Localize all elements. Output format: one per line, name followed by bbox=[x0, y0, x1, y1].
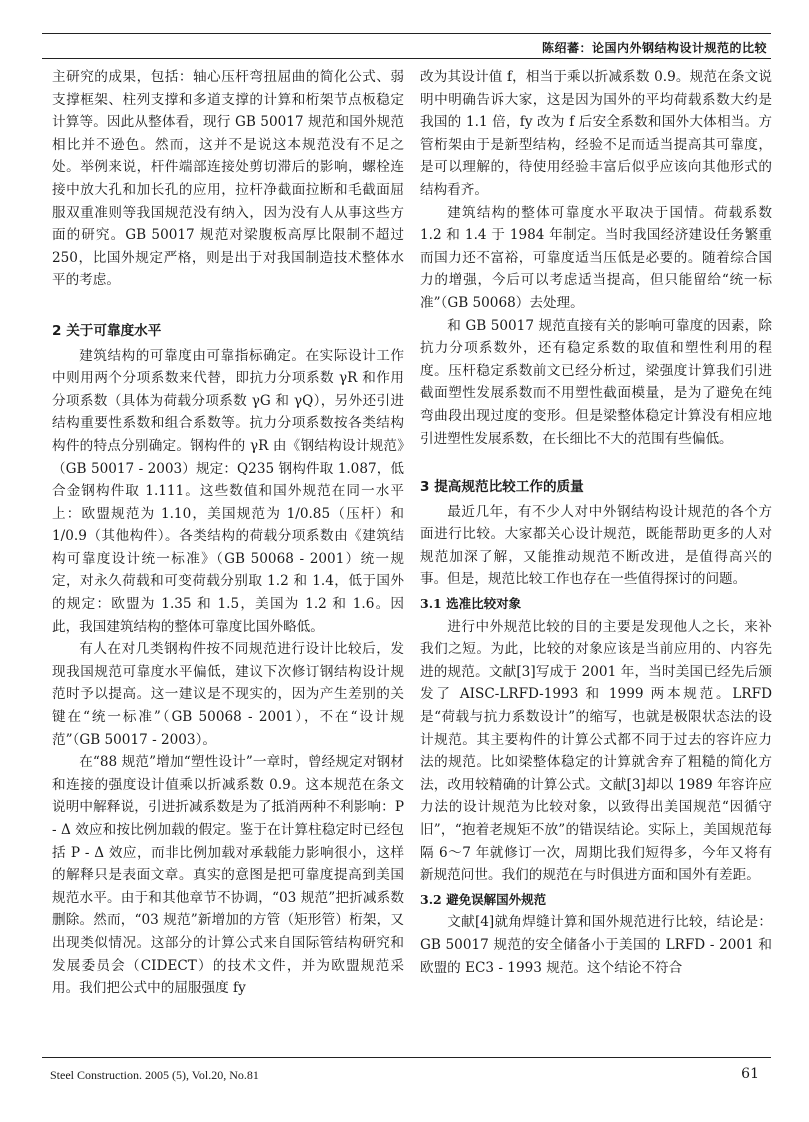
paragraph: 主研究的成果，包括：轴心压杆弯扭屈曲的简化公式、弱支撑框架、柱列支撑和多道支撑的计算和桁架节点板稳定计算等。因此从整体看，现行 GB 50017 规范和国外规范相比并不逊色。然而，这并不是说这本规范没有不足之处。举例来说，杆件端部连接处剪切滞后的影响，螺栓连接中放大孔和加长孔的应用，拉杆净截面拉断和毛截面屈服双重准则等我国规范没有纳入，因为没有人从事这些方面的研究。GB 50017 规范对梁腹板高厚比限制不超过 250，比国外规定严格，则是出于对我国制造技术整体水平的考虑。 bbox=[52, 69, 404, 289]
right-column bbox=[420, 66, 772, 979]
paragraph: 和 GB 50017 规范直接有关的影响可靠度的因素，除抗力分项系数外，还有稳定系数的取值和塑性利用的程度。压杆稳定系数前文已经分析过，梁强度计算我们引进截面塑性发展系数而不用塑性截面模量，是为了避免在纯弯曲段出现过度的变形。但是梁整体稳定计算没有相应地引进塑性发展系数，在长细比不大的范围有些偏低。 bbox=[420, 317, 772, 447]
paragraph: 在“88 规范”增加“塑性设计”一章时，曾经规定对钢材和连接的强度设计值乘以折减系数 0.9。这本规范在条文说明中解释说，引进折减系数是为了抵消两种不利影响：P - Δ 效应和按比例加载的假定。鉴于在计算柱稳定时已经包括 P - Δ 效应，而非比例加载对承载能力影响很小，这样的解释只是表面文章。真实的意图是把可靠度提高到美国规范水平。由于和其他章节不协调，“03 规范”把折减系数删除。然而，“03 规范”新增加的方管（矩形管）桁架，又出现类似情况。这部分的计算公式来自国际管结构研究和发展委员会（CIDECT）的技术文件，并为欧盟规范采用。我们把公式中的屈服强度 fy bbox=[52, 754, 404, 997]
left-column bbox=[52, 66, 404, 1000]
running-head: 陈绍蕃：论国内外钢结构设计规范的比较 bbox=[541, 41, 767, 55]
section-heading: 2 关于可靠度水平 bbox=[52, 322, 162, 339]
paragraph: 建筑结构的整体可靠度水平取决于国情。荷载系数 1.2 和 1.4 于 1984 年制定。当时我国经济建设任务繁重而国力还不富裕，可靠度适当压低是必要的。随着综合国力的增强，今后可以考虑适当提高，但只能留给“统一标准”（GB 50068）去处理。 bbox=[420, 204, 772, 311]
paragraph: 进行中外规范比较的目的主要是发现他人之长，来补我们之短。为此，比较的对象应该是当前应用的、内容先进的规范。文献[3]写成于 2001 年，当时美国已经先后颁发了 AISC-LRFD-1993 和 1999 两本规范。LRFD 是“荷载与抗力系数设计”的缩写，也就是极限状态法的设计规范。其主要构件的计算公式都不同于过去的容许应力法的规范。比如梁整体稳定的计算就舍弃了粗糙的简化方法，改用较精确的计算公式。文献[3]却以 1989 年容许应力法的设计规范为比较对象，以致得出美国规范“因循守旧”，“抱着老规矩不放”的错误结论。实际上，美国规范每隔 6～7 年就修订一次，周期比我们短得多，今年又将有新规范问世。我们的规范在与时俱进方面和国外有差距。 bbox=[420, 618, 772, 884]
journal-citation: Steel Construction. 2005 (5), Vol.20, No.81 bbox=[50, 1068, 259, 1082]
footer-rule bbox=[42, 1057, 771, 1058]
paragraph: 文献[4]就角焊缝计算和国外规范进行比较，结论是：GB 50017 规范的安全储备小于美国的 LRFD - 2001 和欧盟的 EC3 - 1993 规范。这个结论不符合 bbox=[420, 914, 772, 976]
header-rule bbox=[42, 33, 771, 34]
paragraph: 有人在对几类钢构件按不同规范进行设计比较后，发现我国规范可靠度水平偏低，建议下次修订钢结构设计规范时予以提高。这一建议是不现实的，因为产生差别的关键在“统一标准”（GB 50068 - 2001），不在“设计规范”（GB 50017 - 2003）。 bbox=[52, 641, 404, 748]
subsection-heading: 3.2 避免误解国外规范 bbox=[420, 891, 547, 907]
page-number: 61 bbox=[741, 1066, 759, 1082]
paragraph: 改为其设计值 f，相当于乘以折减系数 0.9。规范在条文说明中明确告诉大家，这是因为国外的平均荷载系数大约是我国的 1.1 倍，fy 改为 f 后安全系数和国外大体相当。方管桁架由于是新型结构，经验不足而适当提高其可靠度，是可以理解的，待使用经验丰富后似乎应该向其他形式的结构看齐。 bbox=[420, 69, 772, 198]
section-heading: 3 提高规范比较工作的质量 bbox=[420, 479, 584, 496]
paragraph: 最近几年，有不少人对中外钢结构设计规范的各个方面进行比较。大家都关心设计规范，既能帮助更多的人对规范加深了解，又能推动规范不断改进，是值得高兴的事。但是，规范比较工作也存在一些值得探讨的问题。 bbox=[420, 503, 772, 588]
subsection-heading: 3.1 选准比较对象 bbox=[420, 596, 522, 612]
header-rule-thick bbox=[42, 58, 771, 59]
paragraph: 建筑结构的可靠度由可靠指标确定。在实际设计工作中则用两个分项系数来代替，即抗力分项系数 γR 和作用分项系数（具体为荷载分项系数 γG 和 γQ），另外还引进结构重要性系数和组合系数等。抗力分项系数按各类结构构件的特点分别确定。钢构件的 γR 由《钢结构设计规范》（GB 50017 - 2003）规定：Q235 钢构件取 1.087，低合金钢构件取 1.111。这些数值和国外规范在同一水平上：欧盟规范为 1.10，美国规范为 1/0.85（压杆）和 1/0.9（其他构件）。各类结构的荷载分项系数由《建筑结构可靠度设计统一标准》（GB 50068 - 2001）统一规定，对永久荷载和可变荷载分别取 1.2 和 1.4，低于国外的规定：欧盟为 1.35 和 1.5，美国为 1.2 和 1.6。因此，我国建筑结构的整体可靠度比国外略低。 bbox=[52, 347, 404, 635]
